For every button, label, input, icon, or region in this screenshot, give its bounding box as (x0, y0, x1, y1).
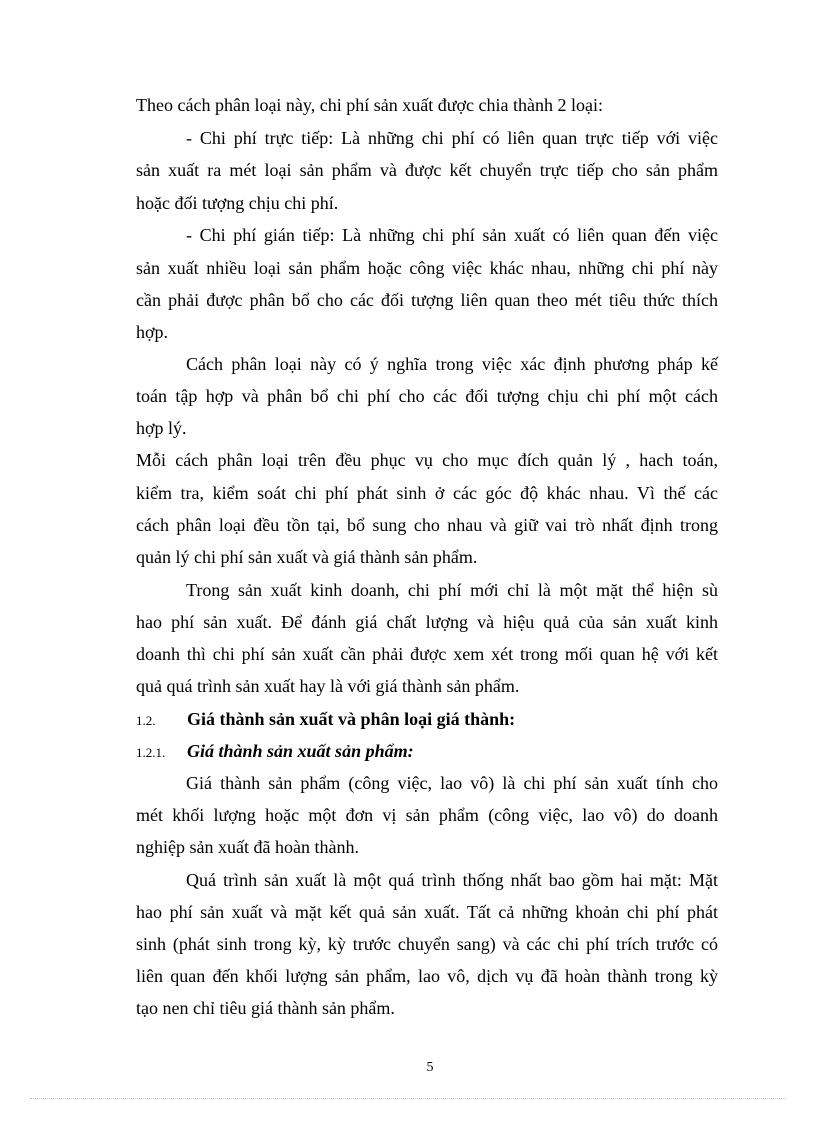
paragraph-line: hợp. (136, 322, 169, 342)
paragraph-line: quả quá trình sản xuất hay là với giá thành sản phẩm. (136, 676, 520, 696)
paragraph-line: cách phân loại đều tồn tại, bổ sung cho nhau và giữ vai trò nhất định trong (136, 515, 718, 535)
paragraph-line: hợp lý. (136, 418, 187, 438)
subsection-number: 1.2.1. (136, 745, 166, 760)
section-number: 1.2. (136, 713, 156, 728)
page-number: 5 (426, 1060, 434, 1075)
paragraph-line: liên quan đến khối lượng sản phẩm, lao vô, dịch vụ đã hoàn thành trong kỳ (136, 966, 718, 986)
paragraph-line: Theo cách phân loại này, chi phí sản xuất được chia thành 2 loại: (136, 95, 603, 115)
paragraph-line: Mỗi cách phân loại trên đều phục vụ cho mục đích quản lý , hach toán, (136, 450, 718, 470)
paragraph-line: hoặc đối tượng chịu chi phí. (136, 193, 339, 213)
paragraph-line: hao phí sản xuất. Để đánh giá chất lượng và hiệu quả của sản xuất kinh (136, 612, 718, 632)
page-boundary-divider (30, 1098, 786, 1099)
section-heading: Giá thành sản xuất và phân loại giá thành: (187, 709, 516, 729)
paragraph-line: sản xuất nhiều loại sản phẩm hoặc công việc khác nhau, những chi phí này (136, 258, 718, 278)
paragraph-line: Giá thành sản phẩm (công việc, lao vô) là chi phí sản xuất tính cho (186, 773, 718, 793)
paragraph-line: sản xuất ra mét loại sản phẩm và được kết chuyển trực tiếp cho sản phẩm (136, 160, 718, 180)
paragraph-line: Quá trình sản xuất là một quá trình thống nhất bao gồm hai mặt: Mặt (186, 870, 718, 890)
paragraph-line: - Chi phí gián tiếp: Là những chi phí sản xuất có liên quan đến việc (186, 225, 718, 245)
paragraph-line: kiểm tra, kiểm soát chi phí phát sinh ở các góc độ khác nhau. Vì thế các (136, 483, 718, 503)
paragraph-line: doanh thì chi phí sản xuất cần phải được xem xét trong mối quan hệ với kết (136, 644, 718, 664)
paragraph-line: Cách phân loại này có ý nghĩa trong việc xác định phương pháp kế (186, 354, 718, 374)
subsection-heading: Giá thành sản xuất sản phẩm: (187, 741, 414, 761)
paragraph-line: cần phải được phân bổ cho các đối tượng liên quan theo mét tiêu thức thích (136, 290, 718, 310)
paragraph-line: mét khối lượng hoặc một đơn vị sản phẩm (công việc, lao vô) do doanh (136, 805, 718, 825)
paragraph-line: Trong sản xuất kinh doanh, chi phí mới chỉ là một mặt thể hiện sù (186, 580, 718, 600)
paragraph-line: sinh (phát sinh trong kỳ, kỳ trước chuyển sang) và các chi phí trích trước có (136, 934, 718, 954)
paragraph-line: toán tập hợp và phân bổ chi phí cho các đối tượng chịu chi phí một cách (136, 386, 718, 406)
paragraph-line: hao phí sản xuất và mặt kết quả sản xuất. Tất cả những khoản chi phí phát (136, 902, 718, 922)
paragraph-line: - Chi phí trực tiếp: Là những chi phí có liên quan trực tiếp với việc (186, 128, 718, 148)
paragraph-line: quản lý chi phí sản xuất và giá thành sản phẩm. (136, 547, 478, 567)
paragraph-line: tạo nen chỉ tiêu giá thành sản phẩm. (136, 998, 395, 1018)
paragraph-line: nghiệp sản xuất đã hoàn thành. (136, 837, 359, 857)
